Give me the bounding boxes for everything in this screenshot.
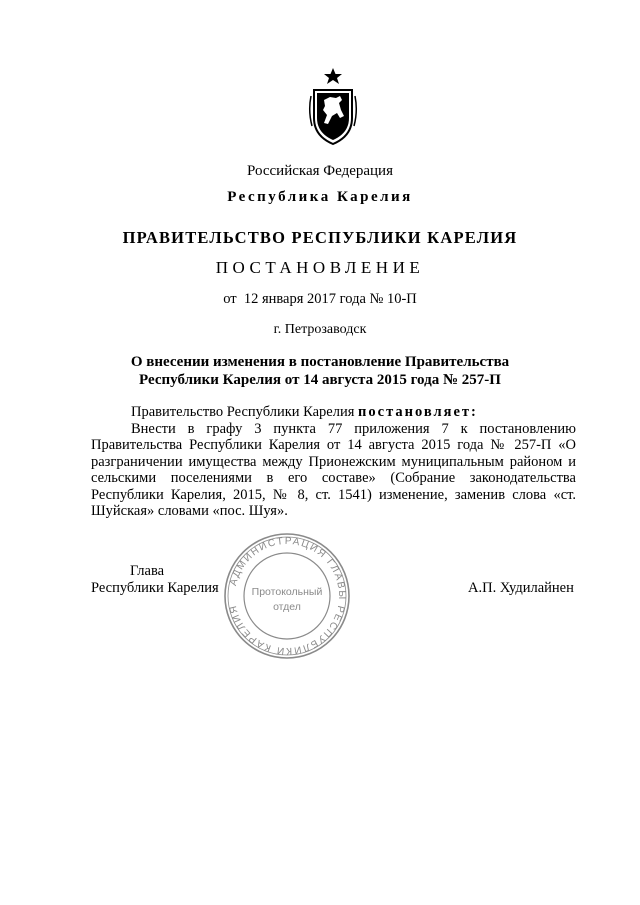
- body-intro-text: Правительство Республики Карелия: [131, 404, 355, 420]
- country-name: Российская Федерация: [247, 163, 393, 179]
- body-main-paragraph: Внести в графу 3 пункта 77 приложения 7 к постановлению Правительства Республики Карелия от 14 августа 2015 года № 257-П «О разграничении имущества между Прионежским муниципальным районом и сельскими поселениями в его составе» (Собрание законодательства Республики Карелия, 2015, № 8, ст. 1541) изменение, заменив слова «ст. Шуйская» словами «пос. Шуя».: [91, 420, 576, 519]
- official-stamp: [222, 531, 352, 661]
- document-date: от 12 января 2017 года № 10-П: [223, 291, 417, 307]
- document-type: ПОСТАНОВЛЕНИЕ: [215, 258, 425, 277]
- signatory-name: А.П. Худилайнен: [468, 580, 574, 596]
- subject-line-1: О внесении изменения в постановление Правительства: [130, 354, 510, 370]
- subject-line-2: Республики Карелия от 14 августа 2015 года № 257-П: [139, 372, 501, 388]
- stamp-inner-line-2: отдел: [273, 601, 301, 613]
- document-subject: [0, 353, 640, 389]
- stamp-inner-line-1: Протокольный: [251, 586, 323, 598]
- signature-title-line-2: Республики Карелия: [91, 580, 219, 596]
- signature-title-line-1: Глава: [130, 563, 165, 579]
- document-city: г. Петрозаводск: [273, 322, 367, 337]
- republic-name: Республика Карелия: [227, 189, 413, 205]
- karelia-coat-of-arms-icon: [308, 66, 358, 146]
- body-intro-decree: постановляет:: [358, 404, 478, 420]
- document-body: [91, 404, 576, 520]
- government-title: ПРАВИТЕЛЬСТВО РЕСПУБЛИКИ КАРЕЛИЯ: [122, 228, 518, 247]
- stamp-ring-text: АДМИНИСТРАЦИЯ ГЛАВЫ РЕСПУБЛИКИ КАРЕЛИЯ: [227, 535, 348, 657]
- body-intro: [91, 404, 576, 421]
